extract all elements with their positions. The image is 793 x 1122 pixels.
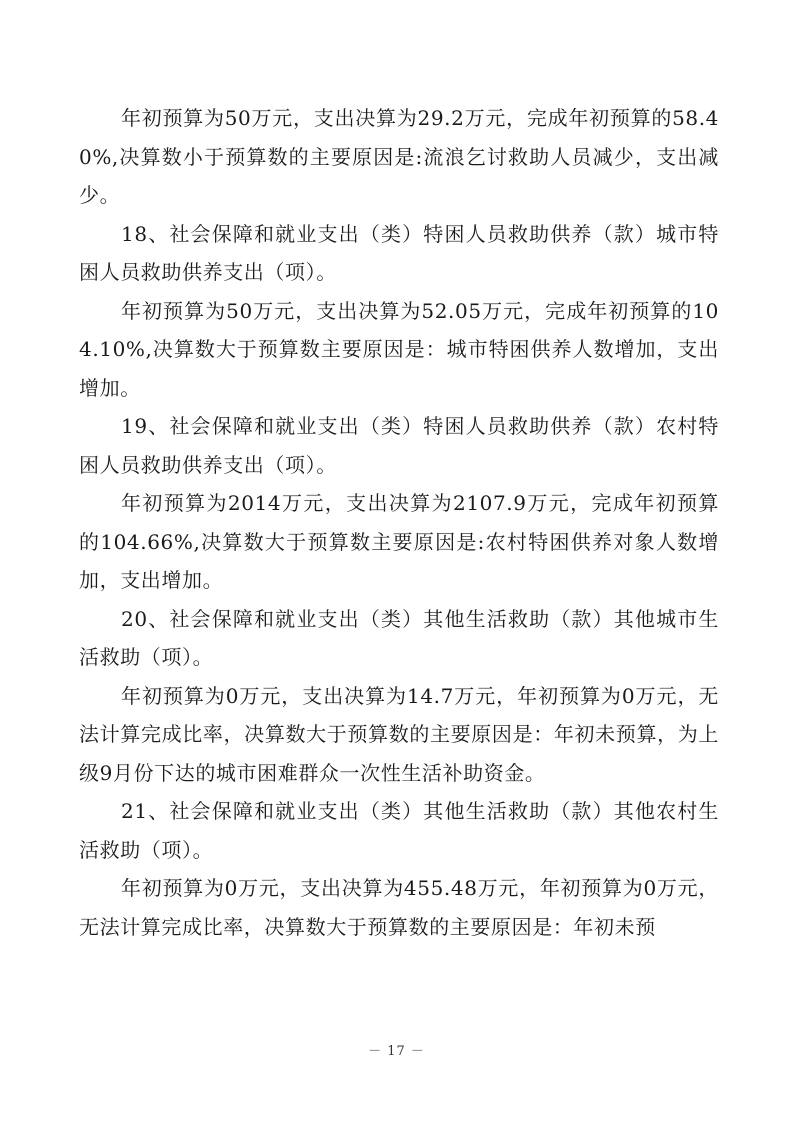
document-body [79,99,719,946]
paragraph-item-20-budget: 年初预算为0万元，支出决算为14.7万元，年初预算为0万元，无法计算完成比率，决算数大于预算数的主要原因是：年初未预算，为上级9月份下达的城市困难群众一次性生活补助资金。 [79,683,719,785]
paragraph-item-19-budget: 年初预算为2014万元，支出决算为2107.9万元，完成年初预算的104.66%,决算数大于预算数主要原因是:农村特困供养对象人数增加，支出增加。 [79,491,719,592]
paragraph-heading-19: 19、社会保障和就业支出（类）特困人员救助供养（款）农村特困人员救助供养支出（项）。 [79,414,719,477]
paragraph-item-21-budget: 年初预算为0万元，支出决算为455.48万元，年初预算为0万元，无法计算完成比率，决算数大于预算数的主要原因是：年初未预 [79,876,719,939]
paragraph-heading-18: 18、社会保障和就业支出（类）特困人员救助供养（款）城市特困人员救助供养支出（项）。 [79,221,719,284]
paragraph-item-57-budget: 年初预算为50万元，支出决算为29.2万元，完成年初预算的58.40%,决算数小于预算数的主要原因是:流浪乞讨救助人员减少，支出减少。 [79,106,719,207]
paragraph-item-18-budget: 年初预算为50万元，支出决算为52.05万元，完成年初预算的104.10%,决算数大于预算数主要原因是：城市特困供养人数增加，支出增加。 [79,298,719,400]
paragraph-heading-20: 20、社会保障和就业支出（类）其他生活救助（款）其他城市生活救助（项）。 [79,606,719,669]
paragraph-heading-21: 21、社会保障和就业支出（类）其他生活救助（款）其他农村生活救助（项）。 [79,799,719,862]
page-number: － 17 － [368,1044,425,1059]
